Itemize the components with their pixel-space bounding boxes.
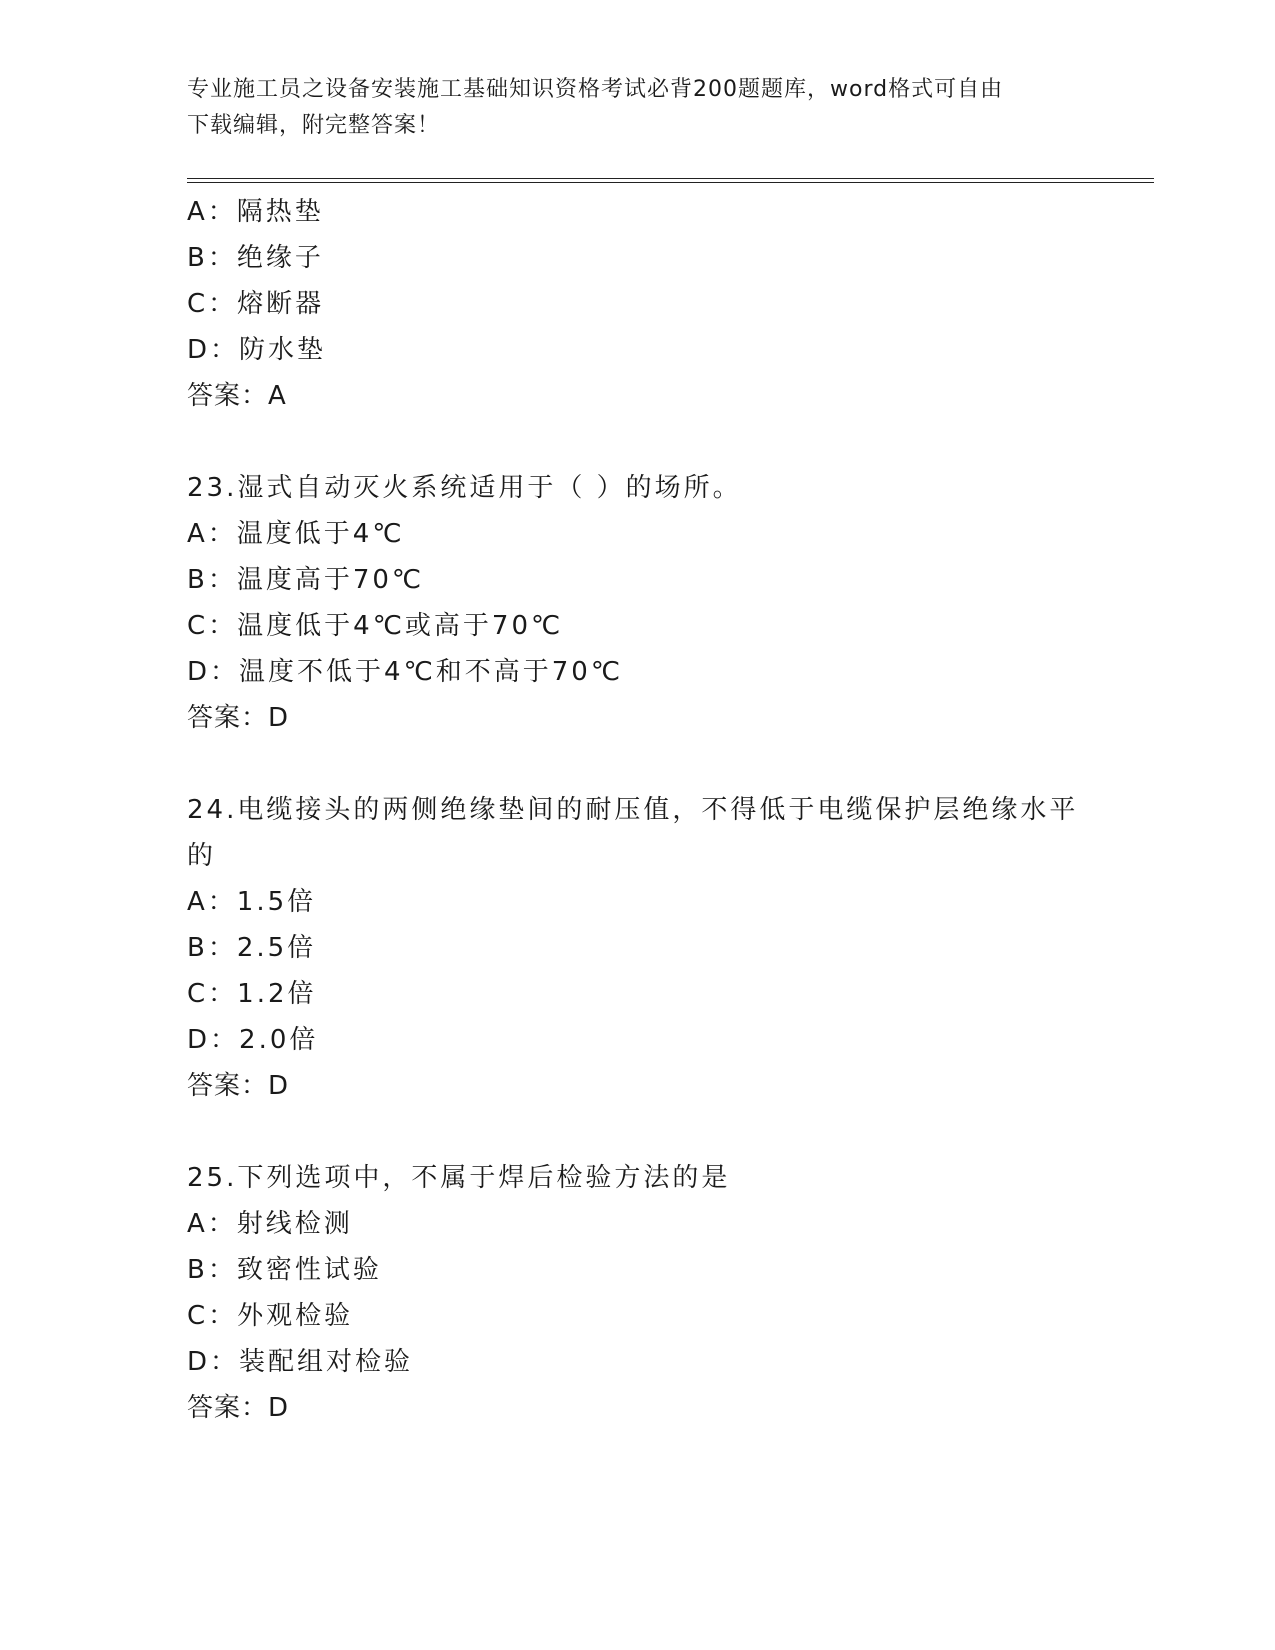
header-line-1: 专业施工员之设备安装施工基础知识资格考试必背200题题库，word格式可自由	[187, 77, 1004, 102]
option-a: A：隔热垫	[187, 197, 324, 227]
option-b: B：2.5倍	[187, 933, 317, 963]
option-c: C：外观检验	[187, 1301, 354, 1331]
answer: 答案：D	[187, 1071, 290, 1101]
question-text-line-1: 24.电缆接头的两侧绝缘垫间的耐压值，不得低于电缆保护层绝缘水平	[187, 795, 1079, 825]
spacer	[187, 419, 1087, 465]
document-body	[187, 189, 1087, 1431]
answer: 答案：D	[187, 703, 290, 733]
option-c: C：1.2倍	[187, 979, 317, 1009]
spacer	[187, 741, 1087, 787]
option-c: C：熔断器	[187, 289, 325, 319]
option-b: B：温度高于70℃	[187, 565, 425, 595]
question-24	[187, 787, 1087, 1109]
header-divider	[187, 178, 1154, 183]
option-a: A：1.5倍	[187, 887, 317, 917]
option-d: D：2.0倍	[187, 1025, 319, 1055]
option-d: D：防水垫	[187, 335, 327, 365]
question-text: 25.下列选项中，不属于焊后检验方法的是	[187, 1163, 731, 1193]
question-22	[187, 189, 1087, 419]
question-text-line-2: 的	[187, 841, 217, 871]
question-25	[187, 1155, 1087, 1431]
spacer	[187, 1109, 1087, 1155]
document-header	[187, 72, 1067, 144]
option-a: A：温度低于4℃	[187, 519, 405, 549]
option-c: C：温度低于4℃或高于70℃	[187, 611, 564, 641]
option-d: D：装配组对检验	[187, 1347, 414, 1377]
option-a: A：射线检测	[187, 1209, 353, 1239]
answer: 答案：A	[187, 381, 287, 411]
question-text: 23.湿式自动灭火系统适用于（ ）的场所。	[187, 473, 742, 503]
option-b: B：致密性试验	[187, 1255, 382, 1285]
header-line-2: 下载编辑，附完整答案！	[187, 113, 441, 138]
option-d: D：温度不低于4℃和不高于70℃	[187, 657, 624, 687]
option-b: B：绝缘子	[187, 243, 324, 273]
question-23	[187, 465, 1087, 741]
answer: 答案：D	[187, 1393, 290, 1423]
